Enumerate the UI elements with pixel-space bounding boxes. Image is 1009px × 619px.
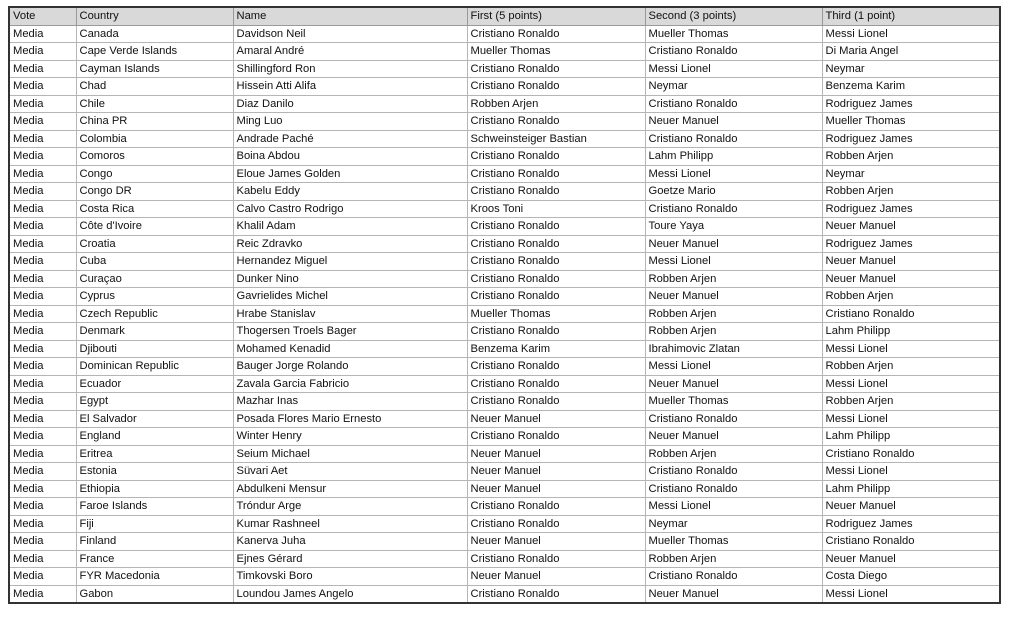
name-cell: Thogersen Troels Bager xyxy=(233,323,467,341)
first-cell: Cristiano Ronaldo xyxy=(467,375,645,393)
name-cell: Ming Luo xyxy=(233,113,467,131)
name-cell: Mazhar Inas xyxy=(233,393,467,411)
third-cell: Rodriguez James xyxy=(822,200,1000,218)
table-row xyxy=(9,568,1000,586)
vote-cell: Media xyxy=(9,25,76,43)
name-cell: Mohamed Kenadid xyxy=(233,340,467,358)
name-cell: Seium Michael xyxy=(233,445,467,463)
name-cell: Loundou James Angelo xyxy=(233,585,467,603)
first-cell: Schweinsteiger Bastian xyxy=(467,130,645,148)
country-cell: Cape Verde Islands xyxy=(76,43,233,61)
vote-cell: Media xyxy=(9,358,76,376)
name-cell: Dunker Nino xyxy=(233,270,467,288)
vote-cell: Media xyxy=(9,515,76,533)
third-cell: Messi Lionel xyxy=(822,25,1000,43)
name-cell: Reic Zdravko xyxy=(233,235,467,253)
country-cell: Côte d'Ivoire xyxy=(76,218,233,236)
second-cell: Ibrahimovic Zlatan xyxy=(645,340,822,358)
country-cell: China PR xyxy=(76,113,233,131)
name-cell: Ejnes Gérard xyxy=(233,550,467,568)
name-cell: Amaral André xyxy=(233,43,467,61)
first-cell: Neuer Manuel xyxy=(467,445,645,463)
name-cell: Eloue James Golden xyxy=(233,165,467,183)
first-cell: Cristiano Ronaldo xyxy=(467,218,645,236)
second-cell: Neuer Manuel xyxy=(645,288,822,306)
second-cell: Cristiano Ronaldo xyxy=(645,130,822,148)
country-cell: Fiji xyxy=(76,515,233,533)
third-cell: Robben Arjen xyxy=(822,393,1000,411)
first-cell: Cristiano Ronaldo xyxy=(467,515,645,533)
name-cell: Zavala Garcia Fabricio xyxy=(233,375,467,393)
vote-cell: Media xyxy=(9,323,76,341)
first-cell: Neuer Manuel xyxy=(467,410,645,428)
second-cell: Toure Yaya xyxy=(645,218,822,236)
vote-cell: Media xyxy=(9,95,76,113)
table-row xyxy=(9,235,1000,253)
vote-cell: Media xyxy=(9,113,76,131)
third-cell: Messi Lionel xyxy=(822,585,1000,603)
name-cell: Kabelu Eddy xyxy=(233,183,467,201)
table-row xyxy=(9,340,1000,358)
vote-cell: Media xyxy=(9,445,76,463)
table-row xyxy=(9,410,1000,428)
country-cell: Ethiopia xyxy=(76,480,233,498)
first-cell: Cristiano Ronaldo xyxy=(467,393,645,411)
third-cell: Lahm Philipp xyxy=(822,480,1000,498)
second-cell: Robben Arjen xyxy=(645,323,822,341)
country-cell: Denmark xyxy=(76,323,233,341)
vote-cell: Media xyxy=(9,165,76,183)
header-third: Third (1 point) xyxy=(822,7,1000,25)
vote-cell: Media xyxy=(9,253,76,271)
first-cell: Cristiano Ronaldo xyxy=(467,183,645,201)
table-row xyxy=(9,165,1000,183)
name-cell: Diaz Danilo xyxy=(233,95,467,113)
second-cell: Mueller Thomas xyxy=(645,25,822,43)
first-cell: Cristiano Ronaldo xyxy=(467,253,645,271)
table-row xyxy=(9,113,1000,131)
third-cell: Cristiano Ronaldo xyxy=(822,533,1000,551)
second-cell: Cristiano Ronaldo xyxy=(645,95,822,113)
table-row xyxy=(9,463,1000,481)
third-cell: Neymar xyxy=(822,165,1000,183)
table-row xyxy=(9,200,1000,218)
country-cell: Congo xyxy=(76,165,233,183)
vote-cell: Media xyxy=(9,375,76,393)
name-cell: Kanerva Juha xyxy=(233,533,467,551)
name-cell: Hissein Atti Alifa xyxy=(233,78,467,96)
table-row xyxy=(9,515,1000,533)
second-cell: Neuer Manuel xyxy=(645,113,822,131)
third-cell: Cristiano Ronaldo xyxy=(822,305,1000,323)
country-cell: Congo DR xyxy=(76,183,233,201)
country-cell: Czech Republic xyxy=(76,305,233,323)
second-cell: Neuer Manuel xyxy=(645,375,822,393)
first-cell: Cristiano Ronaldo xyxy=(467,25,645,43)
table-row xyxy=(9,585,1000,603)
second-cell: Robben Arjen xyxy=(645,305,822,323)
third-cell: Di Maria Angel xyxy=(822,43,1000,61)
vote-cell: Media xyxy=(9,60,76,78)
third-cell: Neuer Manuel xyxy=(822,550,1000,568)
name-cell: Bauger Jorge Rolando xyxy=(233,358,467,376)
header-row xyxy=(9,7,1000,25)
vote-cell: Media xyxy=(9,305,76,323)
header-second: Second (3 points) xyxy=(645,7,822,25)
table-row xyxy=(9,305,1000,323)
table-row xyxy=(9,270,1000,288)
name-cell: Süvari Aet xyxy=(233,463,467,481)
second-cell: Neymar xyxy=(645,515,822,533)
country-cell: Gabon xyxy=(76,585,233,603)
vote-cell: Media xyxy=(9,148,76,166)
country-cell: Costa Rica xyxy=(76,200,233,218)
name-cell: Posada Flores Mario Ernesto xyxy=(233,410,467,428)
table-row xyxy=(9,358,1000,376)
vote-cell: Media xyxy=(9,550,76,568)
header-first: First (5 points) xyxy=(467,7,645,25)
second-cell: Messi Lionel xyxy=(645,165,822,183)
name-cell: Shillingford Ron xyxy=(233,60,467,78)
second-cell: Neuer Manuel xyxy=(645,428,822,446)
first-cell: Mueller Thomas xyxy=(467,43,645,61)
table-row xyxy=(9,445,1000,463)
country-cell: Comoros xyxy=(76,148,233,166)
country-cell: England xyxy=(76,428,233,446)
first-cell: Neuer Manuel xyxy=(467,568,645,586)
vote-cell: Media xyxy=(9,235,76,253)
table-row xyxy=(9,25,1000,43)
first-cell: Cristiano Ronaldo xyxy=(467,165,645,183)
vote-cell: Media xyxy=(9,428,76,446)
first-cell: Cristiano Ronaldo xyxy=(467,113,645,131)
country-cell: Djibouti xyxy=(76,340,233,358)
third-cell: Messi Lionel xyxy=(822,340,1000,358)
vote-cell: Media xyxy=(9,218,76,236)
country-cell: Cayman Islands xyxy=(76,60,233,78)
country-cell: Faroe Islands xyxy=(76,498,233,516)
second-cell: Robben Arjen xyxy=(645,445,822,463)
table-row xyxy=(9,428,1000,446)
country-cell: Egypt xyxy=(76,393,233,411)
second-cell: Mueller Thomas xyxy=(645,533,822,551)
vote-cell: Media xyxy=(9,533,76,551)
name-cell: Abdulkeni Mensur xyxy=(233,480,467,498)
second-cell: Neymar xyxy=(645,78,822,96)
first-cell: Cristiano Ronaldo xyxy=(467,498,645,516)
table-row xyxy=(9,60,1000,78)
first-cell: Robben Arjen xyxy=(467,95,645,113)
table-row xyxy=(9,78,1000,96)
table-row xyxy=(9,130,1000,148)
name-cell: Hernandez Miguel xyxy=(233,253,467,271)
name-cell: Timkovski Boro xyxy=(233,568,467,586)
name-cell: Andrade Paché xyxy=(233,130,467,148)
table-row xyxy=(9,183,1000,201)
vote-cell: Media xyxy=(9,78,76,96)
header-name: Name xyxy=(233,7,467,25)
table-row xyxy=(9,218,1000,236)
first-cell: Cristiano Ronaldo xyxy=(467,323,645,341)
first-cell: Neuer Manuel xyxy=(467,480,645,498)
country-cell: FYR Macedonia xyxy=(76,568,233,586)
second-cell: Mueller Thomas xyxy=(645,393,822,411)
first-cell: Cristiano Ronaldo xyxy=(467,60,645,78)
second-cell: Neuer Manuel xyxy=(645,235,822,253)
first-cell: Cristiano Ronaldo xyxy=(467,78,645,96)
vote-cell: Media xyxy=(9,130,76,148)
third-cell: Neymar xyxy=(822,60,1000,78)
table-row xyxy=(9,43,1000,61)
name-cell: Winter Henry xyxy=(233,428,467,446)
table-row xyxy=(9,323,1000,341)
country-cell: Ecuador xyxy=(76,375,233,393)
vote-cell: Media xyxy=(9,463,76,481)
table-body xyxy=(9,25,1000,603)
second-cell: Messi Lionel xyxy=(645,358,822,376)
vote-cell: Media xyxy=(9,498,76,516)
vote-cell: Media xyxy=(9,410,76,428)
first-cell: Mueller Thomas xyxy=(467,305,645,323)
country-cell: Eritrea xyxy=(76,445,233,463)
table-row xyxy=(9,148,1000,166)
name-cell: Hrabe Stanislav xyxy=(233,305,467,323)
second-cell: Cristiano Ronaldo xyxy=(645,568,822,586)
country-cell: Canada xyxy=(76,25,233,43)
third-cell: Mueller Thomas xyxy=(822,113,1000,131)
vote-cell: Media xyxy=(9,585,76,603)
table-row xyxy=(9,375,1000,393)
country-cell: El Salvador xyxy=(76,410,233,428)
header-country: Country xyxy=(76,7,233,25)
table-row xyxy=(9,498,1000,516)
second-cell: Lahm Philipp xyxy=(645,148,822,166)
first-cell: Cristiano Ronaldo xyxy=(467,235,645,253)
third-cell: Neuer Manuel xyxy=(822,270,1000,288)
second-cell: Messi Lionel xyxy=(645,60,822,78)
third-cell: Lahm Philipp xyxy=(822,428,1000,446)
third-cell: Messi Lionel xyxy=(822,463,1000,481)
name-cell: Boina Abdou xyxy=(233,148,467,166)
third-cell: Benzema Karim xyxy=(822,78,1000,96)
country-cell: Croatia xyxy=(76,235,233,253)
first-cell: Cristiano Ronaldo xyxy=(467,585,645,603)
votes-table xyxy=(8,6,1001,604)
second-cell: Cristiano Ronaldo xyxy=(645,200,822,218)
second-cell: Cristiano Ronaldo xyxy=(645,480,822,498)
third-cell: Lahm Philipp xyxy=(822,323,1000,341)
first-cell: Cristiano Ronaldo xyxy=(467,148,645,166)
vote-cell: Media xyxy=(9,183,76,201)
table-row xyxy=(9,393,1000,411)
third-cell: Messi Lionel xyxy=(822,410,1000,428)
first-cell: Cristiano Ronaldo xyxy=(467,550,645,568)
header-vote: Vote xyxy=(9,7,76,25)
third-cell: Robben Arjen xyxy=(822,148,1000,166)
third-cell: Rodriguez James xyxy=(822,95,1000,113)
country-cell: Chile xyxy=(76,95,233,113)
country-cell: Estonia xyxy=(76,463,233,481)
second-cell: Goetze Mario xyxy=(645,183,822,201)
vote-cell: Media xyxy=(9,393,76,411)
second-cell: Neuer Manuel xyxy=(645,585,822,603)
country-cell: Cuba xyxy=(76,253,233,271)
third-cell: Neuer Manuel xyxy=(822,218,1000,236)
first-cell: Neuer Manuel xyxy=(467,463,645,481)
first-cell: Benzema Karim xyxy=(467,340,645,358)
table-row xyxy=(9,533,1000,551)
country-cell: Cyprus xyxy=(76,288,233,306)
name-cell: Kumar Rashneel xyxy=(233,515,467,533)
second-cell: Robben Arjen xyxy=(645,270,822,288)
table-row xyxy=(9,550,1000,568)
third-cell: Rodriguez James xyxy=(822,130,1000,148)
vote-cell: Media xyxy=(9,200,76,218)
first-cell: Neuer Manuel xyxy=(467,533,645,551)
vote-cell: Media xyxy=(9,340,76,358)
third-cell: Messi Lionel xyxy=(822,375,1000,393)
name-cell: Calvo Castro Rodrigo xyxy=(233,200,467,218)
country-cell: Colombia xyxy=(76,130,233,148)
second-cell: Cristiano Ronaldo xyxy=(645,463,822,481)
first-cell: Kroos Toni xyxy=(467,200,645,218)
second-cell: Cristiano Ronaldo xyxy=(645,43,822,61)
second-cell: Robben Arjen xyxy=(645,550,822,568)
name-cell: Gavrielides Michel xyxy=(233,288,467,306)
name-cell: Tróndur Arge xyxy=(233,498,467,516)
table-row xyxy=(9,95,1000,113)
first-cell: Cristiano Ronaldo xyxy=(467,288,645,306)
vote-cell: Media xyxy=(9,43,76,61)
third-cell: Cristiano Ronaldo xyxy=(822,445,1000,463)
third-cell: Rodriguez James xyxy=(822,515,1000,533)
vote-cell: Media xyxy=(9,270,76,288)
first-cell: Cristiano Ronaldo xyxy=(467,428,645,446)
vote-cell: Media xyxy=(9,568,76,586)
first-cell: Cristiano Ronaldo xyxy=(467,270,645,288)
second-cell: Messi Lionel xyxy=(645,253,822,271)
third-cell: Robben Arjen xyxy=(822,288,1000,306)
name-cell: Davidson Neil xyxy=(233,25,467,43)
country-cell: Curaçao xyxy=(76,270,233,288)
vote-cell: Media xyxy=(9,480,76,498)
third-cell: Costa Diego xyxy=(822,568,1000,586)
table-row xyxy=(9,288,1000,306)
second-cell: Messi Lionel xyxy=(645,498,822,516)
second-cell: Cristiano Ronaldo xyxy=(645,410,822,428)
third-cell: Robben Arjen xyxy=(822,358,1000,376)
table-row xyxy=(9,480,1000,498)
first-cell: Cristiano Ronaldo xyxy=(467,358,645,376)
name-cell: Khalil Adam xyxy=(233,218,467,236)
vote-cell: Media xyxy=(9,288,76,306)
country-cell: Chad xyxy=(76,78,233,96)
table-row xyxy=(9,253,1000,271)
third-cell: Neuer Manuel xyxy=(822,253,1000,271)
third-cell: Neuer Manuel xyxy=(822,498,1000,516)
country-cell: France xyxy=(76,550,233,568)
country-cell: Finland xyxy=(76,533,233,551)
country-cell: Dominican Republic xyxy=(76,358,233,376)
third-cell: Rodriguez James xyxy=(822,235,1000,253)
third-cell: Robben Arjen xyxy=(822,183,1000,201)
